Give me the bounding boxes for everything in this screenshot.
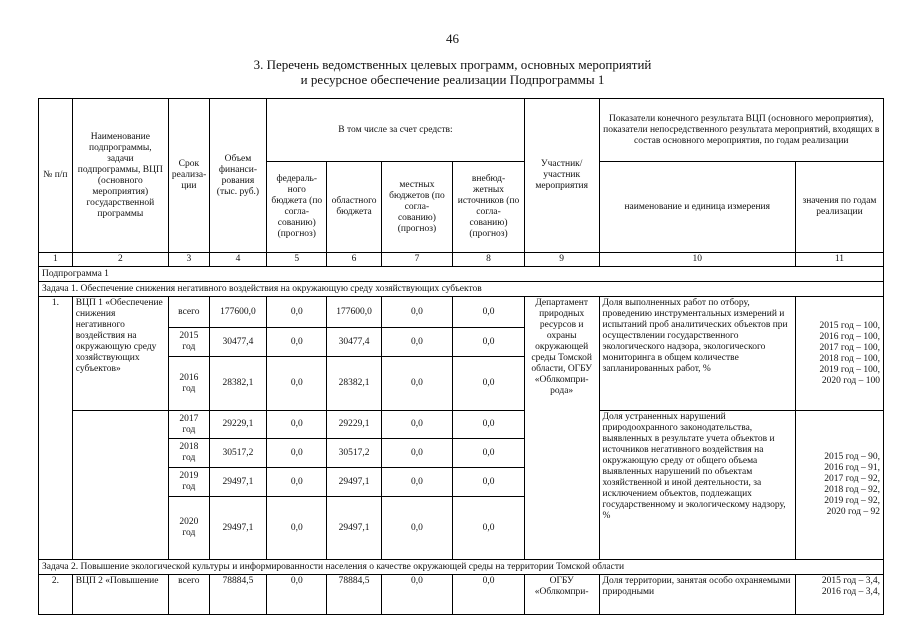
participant-cell: Департамент природных ресурсов и охраны окружающей среды Томской области, ОГБУ «Облкомпри- рода» [524, 297, 599, 560]
volume-cell: 29497,1 [209, 468, 266, 497]
local-cell: 0,0 [381, 297, 453, 328]
task-row [39, 282, 884, 297]
task-row [39, 560, 884, 575]
offbudget-cell: 0,0 [453, 411, 525, 439]
header-including: В том числе за счет средств: [267, 99, 525, 162]
header-num: № п/п [39, 99, 73, 253]
local-cell: 0,0 [381, 497, 453, 560]
offbudget-cell: 0,0 [453, 297, 525, 328]
vcp-2-name: ВЦП 2 «Повышение [72, 575, 168, 615]
indicator-1-values: 2015 год – 100, 2016 год – 100, 2017 год – 100, 2018 год – 100, 2019 год – 100, 2020 год – 100 [795, 297, 883, 411]
header-indicator-name: наименование и единица измерения [599, 162, 795, 253]
offbudget-cell: 0,0 [453, 439, 525, 468]
col-number: 8 [453, 253, 525, 267]
col-number: 4 [209, 253, 266, 267]
volume-cell: 78884,5 [209, 575, 266, 615]
col-number: 6 [327, 253, 381, 267]
federal-cell: 0,0 [267, 497, 327, 560]
offbudget-cell: 0,0 [453, 328, 525, 357]
federal-cell: 0,0 [267, 328, 327, 357]
regional-cell: 30517,2 [327, 439, 381, 468]
term-cell: 2020 год [168, 497, 209, 560]
federal-cell: 0,0 [267, 468, 327, 497]
local-cell: 0,0 [381, 411, 453, 439]
federal-cell: 0,0 [267, 357, 327, 411]
table-row [39, 411, 884, 439]
term-cell: 2017 год [168, 411, 209, 439]
indicator-name: Доля территории, занятая особо охраняемыми природными [599, 575, 795, 615]
local-cell: 0,0 [381, 468, 453, 497]
page-number: 46 [446, 31, 459, 46]
regional-cell: 30477,4 [327, 328, 381, 357]
regional-cell: 29497,1 [327, 468, 381, 497]
table-row [39, 297, 884, 328]
header-volume: Объем финанси- рования (тыс. руб.) [209, 99, 266, 253]
term-cell: 2016 год [168, 357, 209, 411]
volume-cell: 30517,2 [209, 439, 266, 468]
header-federal: федераль- ного бюджета (по согла- сованию) (прогноз) [267, 162, 327, 253]
col-number: 11 [795, 253, 883, 267]
header-row-1 [39, 99, 884, 162]
local-cell: 0,0 [381, 357, 453, 411]
federal-cell: 0,0 [267, 297, 327, 328]
regional-cell: 29497,1 [327, 497, 381, 560]
federal-cell: 0,0 [267, 411, 327, 439]
header-local: местных бюджетов (по согла- сованию) (прогноз) [381, 162, 453, 253]
task-2-label: Задача 2. Повышение экологической культуры и информированности населения о качестве окружающей среды на территории Томской области [39, 560, 884, 575]
local-cell: 0,0 [381, 439, 453, 468]
header-name: Наименование подпрограммы, задачи подпрограммы, ВЦП (основного мероприятия) государственной программы [72, 99, 168, 253]
col-number: 3 [168, 253, 209, 267]
participant-cell: ОГБУ «Облкомпри- [524, 575, 599, 615]
term-cell: всего [168, 297, 209, 328]
column-numbers-row [39, 253, 884, 267]
regional-cell: 28382,1 [327, 357, 381, 411]
volume-cell: 29497,1 [209, 497, 266, 560]
subprogram-label: Подпрограмма 1 [39, 267, 884, 282]
volume-cell: 29229,1 [209, 411, 266, 439]
offbudget-cell: 0,0 [453, 357, 525, 411]
term-cell: всего [168, 575, 209, 615]
indicator-2-name: Доля устраненных нарушений природоохранного законодательства, выявленных в результате учета объектов и источников негативного воздействия на окружающую среду от общего объема выявленных нарушений по объектам хозяйственной и иной деятельности, за исключением объектов, подлежащих государственному и экологическому надзору, % [599, 411, 795, 560]
volume-cell: 28382,1 [209, 357, 266, 411]
term-cell: 2019 год [168, 468, 209, 497]
program-table [38, 98, 884, 615]
offbudget-cell: 0,0 [453, 575, 525, 615]
document-title [0, 57, 905, 87]
offbudget-cell: 0,0 [453, 497, 525, 560]
offbudget-cell: 0,0 [453, 468, 525, 497]
term-cell: 2018 год [168, 439, 209, 468]
col-number: 10 [599, 253, 795, 267]
header-indicators: Показатели конечного результата ВЦП (основного мероприятия), показатели непосредственного результата мероприятий, входящих в состав основного мероприятия, по годам реализации [599, 99, 883, 162]
col-number: 1 [39, 253, 73, 267]
col-number: 2 [72, 253, 168, 267]
row-number: 1. [39, 297, 73, 560]
subprogram-row [39, 267, 884, 282]
col-number: 5 [267, 253, 327, 267]
regional-cell: 29229,1 [327, 411, 381, 439]
vcp-1-name: ВЦП 1 «Обеспечение снижения негативного воздействия на окружающую среду хозяйствующих субъектов» [72, 297, 168, 411]
row-number: 2. [39, 575, 73, 615]
col-number: 7 [381, 253, 453, 267]
col-number: 9 [524, 253, 599, 267]
header-indicator-values: значения по годам реализации [795, 162, 883, 253]
header-term: Срок реализа- ции [168, 99, 209, 253]
task-1-label: Задача 1. Обеспечение снижения негативного воздействия на окружающую среду хозяйствующих субъектов [39, 282, 884, 297]
vcp-1-name-continued [72, 411, 168, 560]
federal-cell: 0,0 [267, 439, 327, 468]
volume-cell: 177600,0 [209, 297, 266, 328]
term-cell: 2015 год [168, 328, 209, 357]
header-offbudget: внебюд- жетных источников (по согла- сованию) (прогноз) [453, 162, 525, 253]
title-line-2: и ресурсное обеспечение реализации Подпрограммы 1 [300, 72, 605, 87]
volume-cell: 30477,4 [209, 328, 266, 357]
local-cell: 0,0 [381, 575, 453, 615]
table-row [39, 575, 884, 615]
indicator-1-name: Доля выполненных работ по отбору, проведению инструментальных измерений и испытаний проб аналитических объектов при осуществлении государственного экологического надзора, экологического мониторинга в общем количестве запланированных работ, % [599, 297, 795, 411]
regional-cell: 78884,5 [327, 575, 381, 615]
header-regional: областного бюджета [327, 162, 381, 253]
title-line-1: 3. Перечень ведомственных целевых программ, основных мероприятий [253, 57, 652, 72]
local-cell: 0,0 [381, 328, 453, 357]
indicator-values: 2015 год – 3,4, 2016 год – 3,4, [795, 575, 883, 615]
federal-cell: 0,0 [267, 575, 327, 615]
indicator-2-values: 2015 год – 90, 2016 год – 91, 2017 год – 92, 2018 год – 92, 2019 год – 92, 2020 год – 92 [795, 411, 883, 560]
header-participant: Участник/ участник мероприятия [524, 99, 599, 253]
regional-cell: 177600,0 [327, 297, 381, 328]
